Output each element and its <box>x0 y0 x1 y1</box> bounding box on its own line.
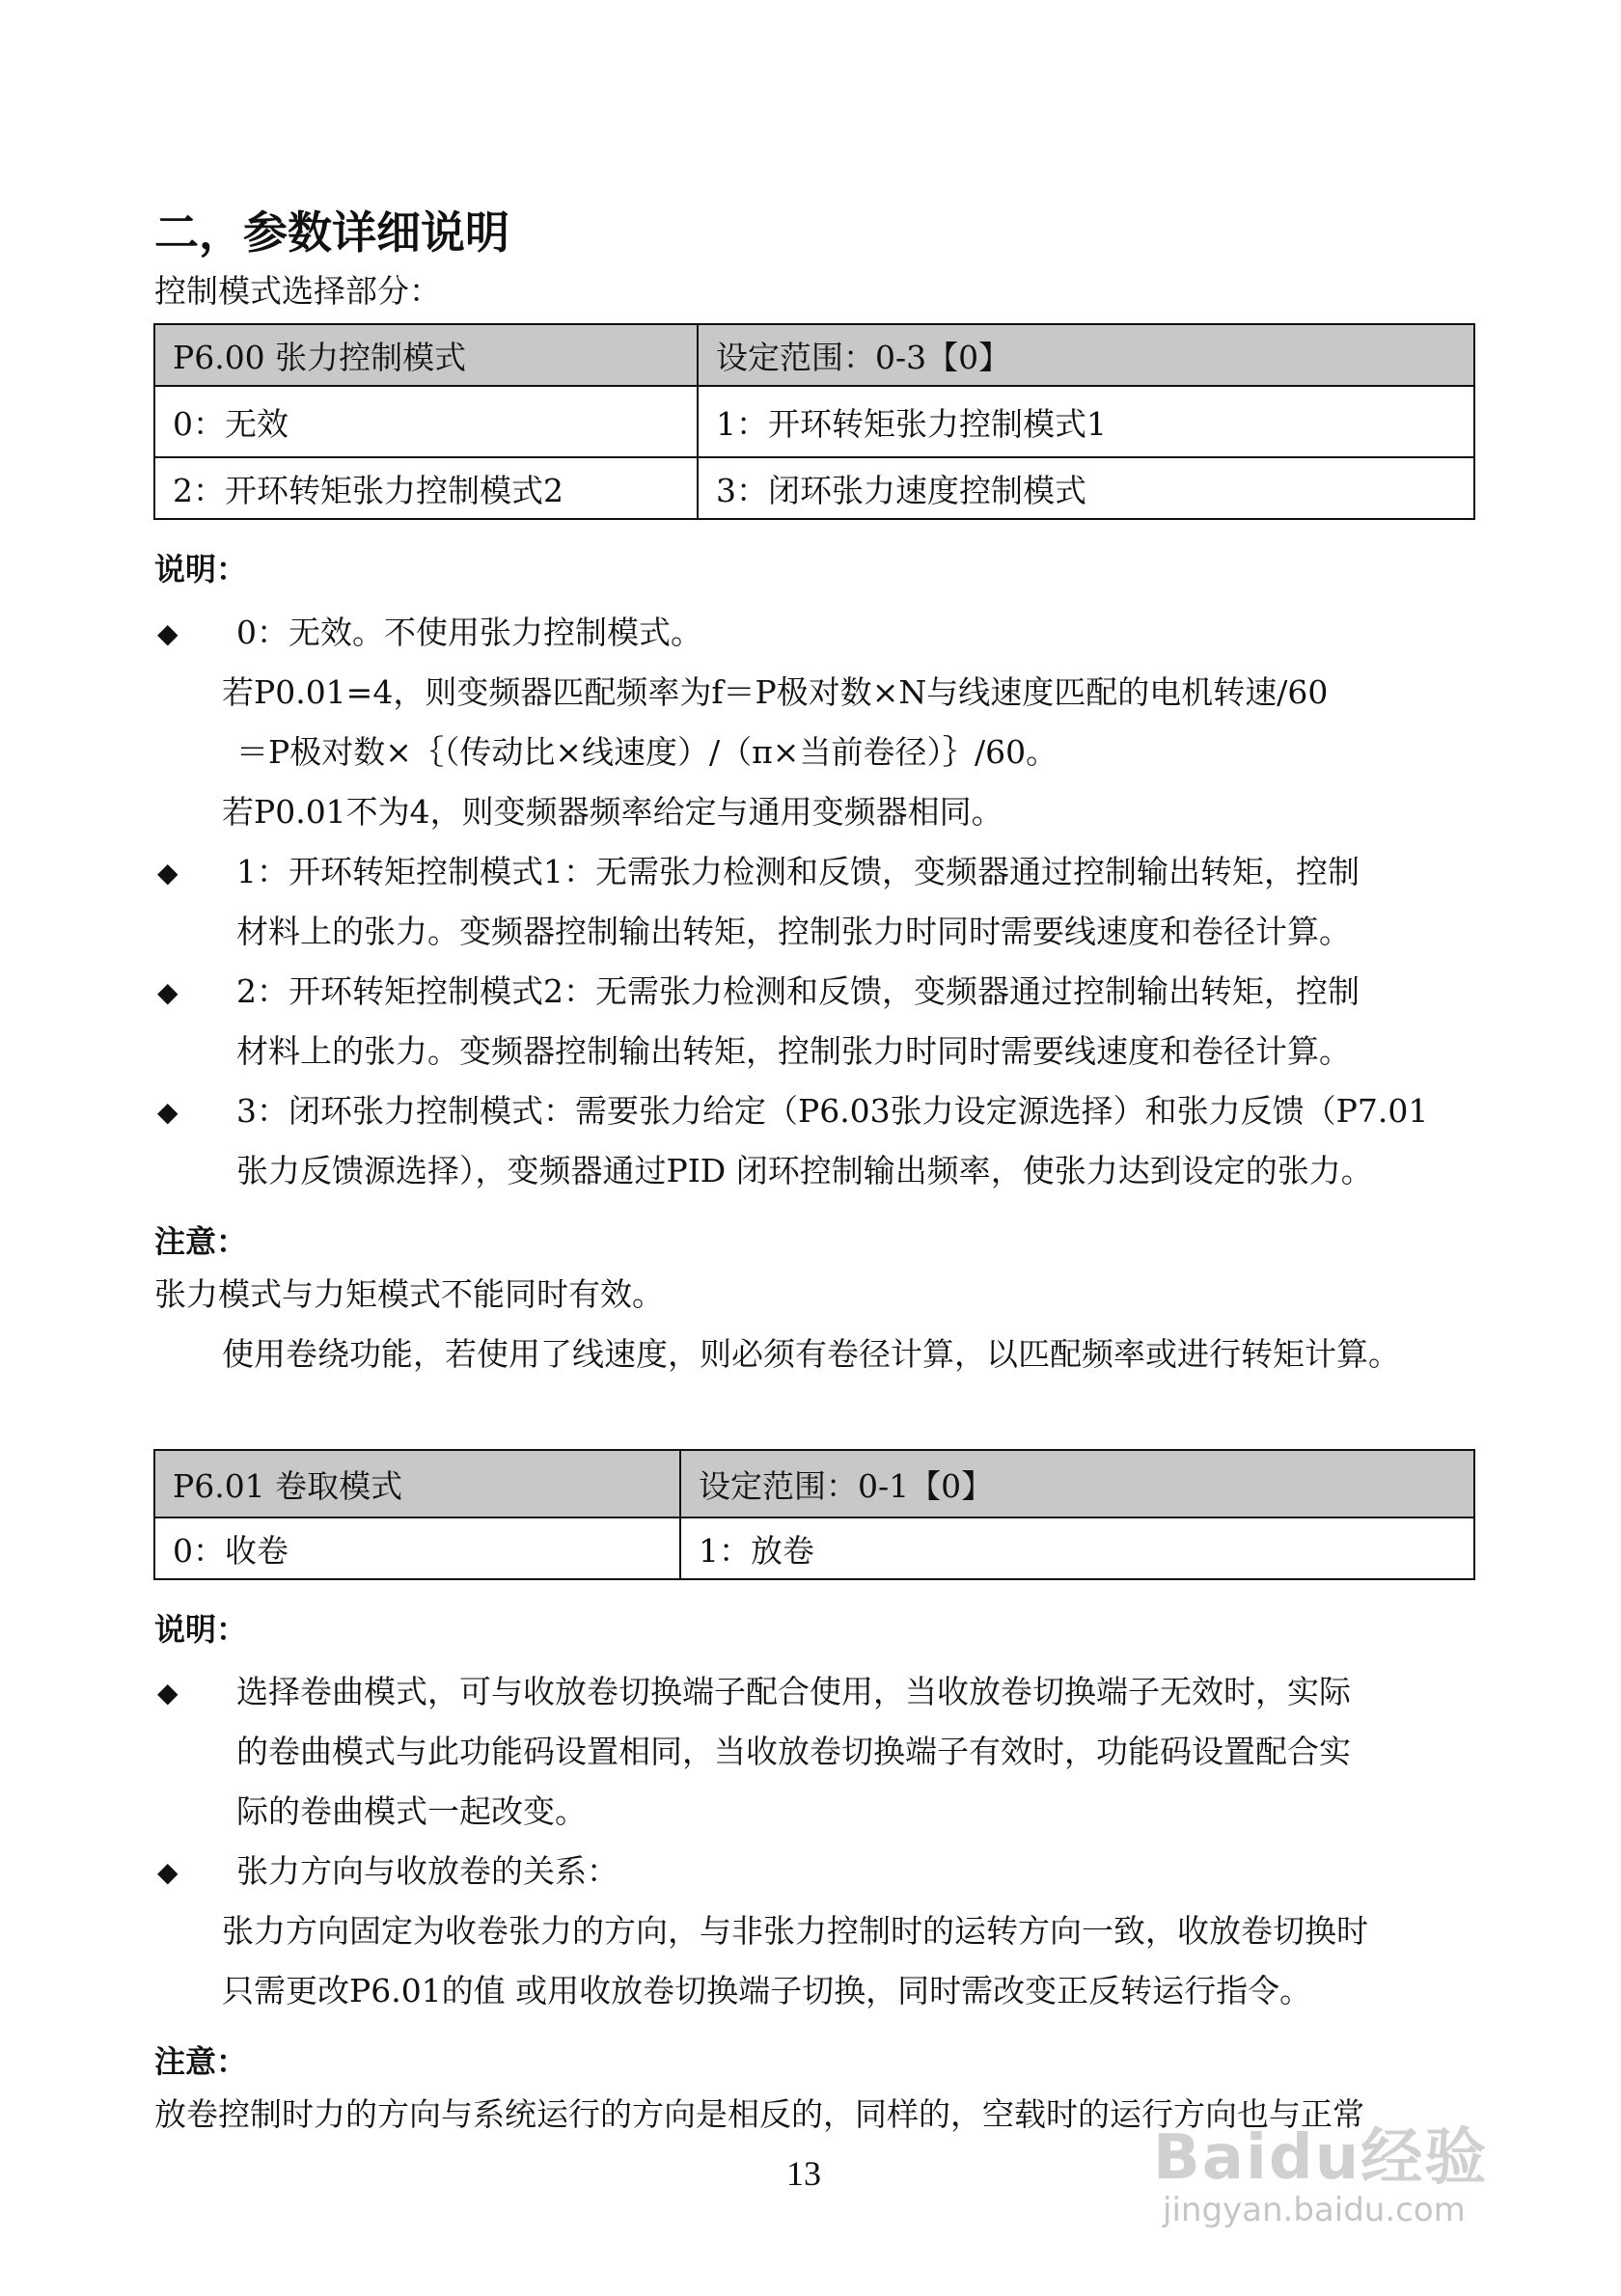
bullet-line: 0：无效。不使用张力控制模式。 <box>236 614 702 651</box>
param-name-cell: P6.01 卷取模式 <box>154 1450 680 1517</box>
bullet-subline: 若P0.01不为4，则变频器频率给定与通用变频器相同。 <box>222 793 1003 831</box>
table-row <box>154 1517 1474 1579</box>
note-label: 注意： <box>154 1223 248 1260</box>
bullet-line: 张力反馈源选择），变频器通过PID 闭环控制输出频率，使张力达到设定的张力。 <box>236 1152 1373 1189</box>
bullet-line: 张力方向与收放卷的关系： <box>236 1852 618 1890</box>
note-label: 注意： <box>154 2043 248 2080</box>
param-range-cell: 设定范围：0-1【0】 <box>680 1450 1474 1517</box>
watermark-url: jingyan.baidu.com <box>1163 2191 1466 2229</box>
page-heading: 二，参数详细说明 <box>154 206 509 259</box>
table-cell: 0：无效 <box>154 386 698 457</box>
param-table-p6-01 <box>153 1449 1475 1580</box>
note-line: 张力模式与力矩模式不能同时有效。 <box>154 1275 664 1313</box>
bullet-line: 2：开环转矩控制模式2：无需张力检测和反馈，变频器通过控制输出转矩，控制 <box>236 972 1360 1010</box>
param-range-cell: 设定范围：0-3【0】 <box>698 324 1474 386</box>
bullet-line: 材料上的张力。变频器控制输出转矩，控制张力时同时需要线速度和卷径计算。 <box>236 913 1351 950</box>
explain-label: 说明： <box>154 551 248 588</box>
bullet-subline: 只需更改P6.01的值 或用收放卷切换端子切换，同时需改变正反转运行指令。 <box>222 1972 1312 2009</box>
section-label: 控制模式选择部分： <box>154 272 441 310</box>
note-line: 放卷控制时力的方向与系统运行的方向是相反的，同样的，空载时的运行方向也与正常 <box>154 2095 1364 2133</box>
table-cell: 1：放卷 <box>680 1517 1474 1579</box>
explain-label: 说明： <box>154 1611 248 1648</box>
bullet-subline: 若P0.01=4，则变频器匹配频率为f＝P极对数×N与线速度匹配的电机转速/60 <box>222 673 1329 711</box>
watermark-logo: Baidu经验 <box>1153 2122 1489 2194</box>
bullet-line: 材料上的张力。变频器控制输出转矩，控制张力时同时需要线速度和卷径计算。 <box>236 1032 1351 1070</box>
diamond-bullet-icon: ◆ <box>157 1096 179 1128</box>
bullet-subline: ＝P极对数×｛（传动比×线速度）/（π×当前卷径）｝/60。 <box>236 733 1058 771</box>
diamond-bullet-icon: ◆ <box>157 857 179 888</box>
bullet-line: 1：开环转矩控制模式1：无需张力检测和反馈，变频器通过控制输出转矩，控制 <box>236 853 1360 890</box>
bullet-line: 际的卷曲模式一起改变。 <box>236 1792 587 1830</box>
table-cell: 1：开环转矩张力控制模式1 <box>698 386 1474 457</box>
diamond-bullet-icon: ◆ <box>157 976 179 1008</box>
bullet-line: 的卷曲模式与此功能码设置相同，当收放卷切换端子有效时，功能码设置配合实 <box>236 1733 1351 1770</box>
diamond-bullet-icon: ◆ <box>157 1856 179 1888</box>
param-table-p6-00 <box>153 323 1475 520</box>
param-name-cell: P6.00 张力控制模式 <box>154 324 698 386</box>
table-row <box>154 457 1474 519</box>
page-number: 13 <box>786 2154 821 2193</box>
table-cell: 2：开环转矩张力控制模式2 <box>154 457 698 519</box>
diamond-bullet-icon: ◆ <box>157 1677 179 1708</box>
table-cell: 0：收卷 <box>154 1517 680 1579</box>
table-cell: 3：闭环张力速度控制模式 <box>698 457 1474 519</box>
bullet-line: 选择卷曲模式，可与收放卷切换端子配合使用，当收放卷切换端子无效时，实际 <box>236 1673 1351 1710</box>
diamond-bullet-icon: ◆ <box>157 617 179 649</box>
table-header-row <box>154 324 1474 386</box>
table-row <box>154 386 1474 457</box>
note-line: 使用卷绕功能，若使用了线速度，则必须有卷径计算，以匹配频率或进行转矩计算。 <box>222 1335 1400 1373</box>
bullet-subline: 张力方向固定为收卷张力的方向，与非张力控制时的运转方向一致，收放卷切换时 <box>222 1912 1368 1950</box>
bullet-line: 3：闭环张力控制模式：需要张力给定（P6.03张力设定源选择）和张力反馈（P7.01 <box>236 1092 1429 1130</box>
baidu-watermark <box>1153 2108 1488 2229</box>
table-header-row <box>154 1450 1474 1517</box>
